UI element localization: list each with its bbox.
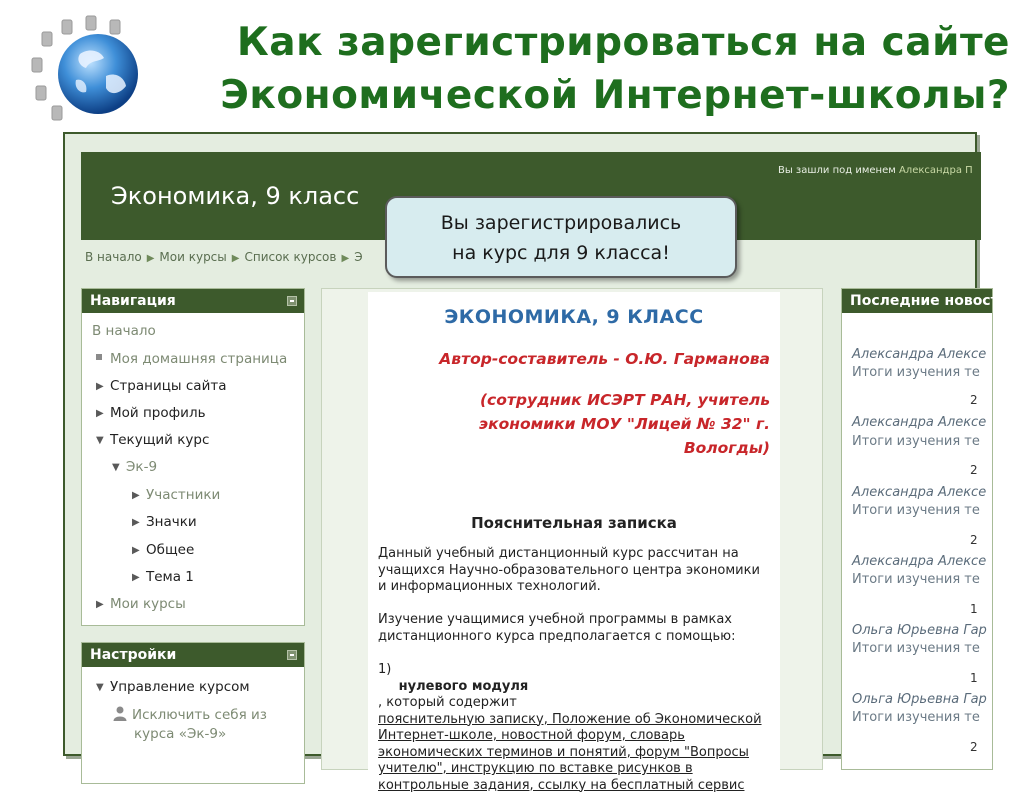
news-link[interactable]: Итоги изучения те: [852, 572, 980, 587]
news-author: Ольга Юрьевна Гар: [852, 623, 987, 638]
breadcrumb-separator-icon: ▶: [341, 253, 349, 264]
news-date: 1: [970, 602, 978, 616]
author-affiliation: [410, 388, 770, 460]
latest-news-title: Последние новости: [850, 293, 1009, 309]
news-date: 2: [970, 463, 978, 477]
settings-block-title: Настройки: [90, 647, 176, 663]
collapse-arrow-icon: ▼: [96, 682, 110, 693]
breadcrumb-item-course[interactable]: Э: [354, 250, 362, 264]
paragraph-line: дистанционного курса предполагается с помощью:: [378, 629, 770, 646]
expand-arrow-icon: ▶: [132, 490, 146, 501]
nav-item-site-pages[interactable]: [96, 378, 226, 394]
paragraph-link-line[interactable]: Интернет-школе, новостной форум, словарь: [378, 728, 770, 745]
module-name: нулевого модуля: [399, 679, 529, 694]
nav-item-my-courses[interactable]: [96, 596, 186, 612]
slide-title-line2: Экономической Интернет-школы?: [0, 69, 1010, 122]
news-author: Ольга Юрьевна Гар: [852, 692, 987, 707]
breadcrumb: [85, 250, 363, 264]
nav-item-topic1[interactable]: [132, 569, 194, 585]
course-author: Автор-составитель - О.Ю. Гарманова: [439, 350, 770, 368]
latest-news-header: [842, 289, 992, 313]
news-author: Александра Алексе: [852, 415, 986, 430]
slide-title-line1: Как зарегистрироваться на сайте: [0, 16, 1010, 69]
nav-item-label: Тема 1: [146, 569, 194, 585]
paragraph-link-line[interactable]: экономических терминов и понятий, форум "Вопросы: [378, 745, 770, 762]
nav-item-current-course[interactable]: [96, 432, 209, 448]
collapse-arrow-icon: ▼: [112, 462, 126, 473]
nav-item-general[interactable]: [132, 542, 194, 558]
paragraph-line: Изучение учащимися учебной программы в рамках: [378, 612, 770, 629]
navigation-block-title: Навигация: [90, 293, 176, 309]
nav-item-my-profile[interactable]: [96, 405, 206, 421]
news-link[interactable]: Итоги изучения те: [852, 641, 980, 656]
news-date: 2: [970, 393, 978, 407]
nav-item-ek9[interactable]: [112, 459, 157, 475]
nav-item-label: В начало: [92, 323, 156, 339]
news-date: 2: [970, 740, 978, 754]
news-author: Александра Алексе: [852, 554, 986, 569]
settings-block: [81, 642, 305, 784]
news-link[interactable]: Итоги изучения те: [852, 434, 980, 449]
paragraph-intro: [378, 546, 770, 596]
affiliation-line: Вологды): [410, 436, 770, 460]
nav-item-home[interactable]: [92, 323, 156, 339]
expand-arrow-icon: ▶: [96, 408, 110, 419]
expand-arrow-icon: ▶: [132, 545, 146, 556]
paragraph-line: Данный учебный дистанционный курс рассчитан на: [378, 546, 770, 563]
navigation-block: [81, 288, 305, 626]
breadcrumb-separator-icon: ▶: [147, 253, 155, 264]
breadcrumb-separator-icon: ▶: [232, 253, 240, 264]
nav-item-label: Участники: [146, 487, 220, 503]
affiliation-line: (сотрудник ИСЭРТ РАН, учитель: [410, 388, 770, 412]
collapse-icon[interactable]: [287, 296, 297, 306]
settings-item-course-admin[interactable]: [96, 679, 250, 695]
login-info: [778, 165, 973, 176]
course-title: ЭКОНОМИКА, 9 КЛАСС: [368, 306, 780, 328]
login-user-link[interactable]: Александра П: [899, 165, 973, 176]
nav-item-label: Общее: [146, 542, 194, 558]
navigation-block-header: [82, 289, 304, 313]
registration-callout: [385, 196, 737, 278]
user-icon: [112, 705, 128, 721]
callout-line2: на курс для 9 класса!: [387, 238, 735, 268]
site-title[interactable]: Экономика, 9 класс: [111, 182, 359, 210]
latest-news-block: [841, 288, 993, 770]
expand-arrow-icon: ▶: [96, 381, 110, 392]
affiliation-line: экономики МОУ "Лицей № 32" г.: [410, 412, 770, 436]
breadcrumb-item-home[interactable]: В начало: [85, 250, 142, 264]
nav-item-label: Мои курсы: [110, 596, 186, 612]
settings-item-unenrol[interactable]: [112, 705, 267, 723]
collapse-arrow-icon: ▼: [96, 435, 110, 446]
list-number: 1): [378, 662, 770, 679]
nav-item-participants[interactable]: [132, 487, 220, 503]
nav-item-dashboard[interactable]: [96, 351, 287, 367]
settings-item-unenrol-course[interactable]: [134, 726, 226, 742]
course-content-card: [321, 288, 823, 770]
bullet-icon: [96, 354, 102, 360]
callout-line1: Вы зарегистрировались: [387, 208, 735, 238]
site-screenshot: [63, 132, 977, 756]
nav-item-label: Эк-9: [126, 459, 157, 475]
paragraph-text: , который содержит: [378, 695, 770, 712]
login-prefix: Вы зашли под именем: [778, 165, 896, 176]
settings-item-label: Исключить себя из: [132, 707, 267, 723]
collapse-icon[interactable]: [287, 650, 297, 660]
expand-arrow-icon: ▶: [132, 572, 146, 583]
paragraph-study: [378, 612, 770, 645]
nav-item-badges[interactable]: [132, 514, 197, 530]
slide-title: [0, 16, 1010, 122]
paragraph-module-zero: [378, 662, 770, 794]
nav-item-label: Мой профиль: [110, 405, 206, 421]
paragraph-line: [378, 662, 770, 712]
paragraph-link-line[interactable]: контрольные задания, ссылку на бесплатный сервис: [378, 778, 770, 794]
paragraph-line: и информационных технологий.: [378, 579, 770, 596]
news-link[interactable]: Итоги изучения те: [852, 365, 980, 380]
news-date: 1: [970, 671, 978, 685]
settings-item-label: курса «Эк-9»: [134, 726, 226, 742]
news-date: 2: [970, 533, 978, 547]
breadcrumb-item-course-list[interactable]: Список курсов: [244, 250, 336, 264]
nav-item-label: Страницы сайта: [110, 378, 226, 394]
settings-item-label: Управление курсом: [110, 679, 250, 695]
breadcrumb-item-my-courses[interactable]: Мои курсы: [159, 250, 226, 264]
news-author: Александра Алексе: [852, 347, 986, 362]
paragraph-link-line[interactable]: учителю", инструкцию по вставке рисунков в: [378, 761, 770, 778]
expand-arrow-icon: ▶: [132, 517, 146, 528]
nav-item-label: Моя домашняя страница: [110, 351, 287, 367]
paragraph-link-line[interactable]: пояснительную записку, Положение об Экономической: [378, 712, 770, 729]
course-description: [368, 292, 780, 772]
paragraph-line: учащихся Научно-образовательного центра экономики: [378, 563, 770, 580]
news-link[interactable]: Итоги изучения те: [852, 710, 980, 725]
settings-block-header: [82, 643, 304, 667]
nav-item-label: Текущий курс: [110, 432, 209, 448]
news-link[interactable]: Итоги изучения те: [852, 503, 980, 518]
explanatory-note-heading: Пояснительная записка: [368, 514, 780, 532]
expand-arrow-icon: ▶: [96, 599, 110, 610]
news-author: Александра Алексе: [852, 485, 986, 500]
nav-item-label: Значки: [146, 514, 197, 530]
